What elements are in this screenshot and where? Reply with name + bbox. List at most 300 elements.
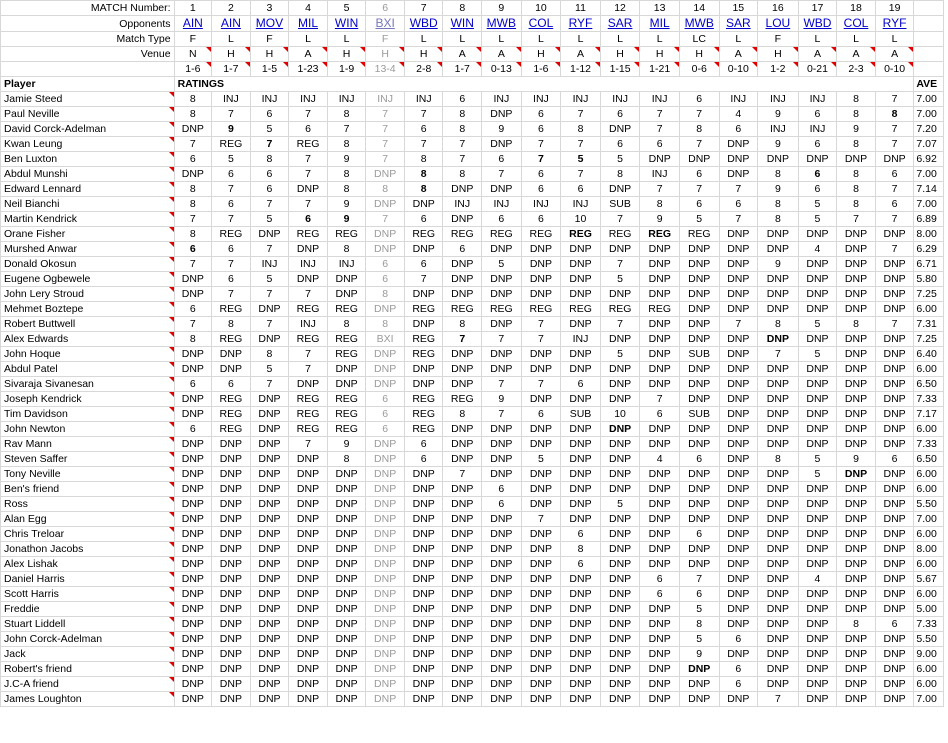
rating-cell: REG — [212, 407, 251, 422]
opponent-cell[interactable] — [174, 16, 212, 32]
player-name: Neil Bianchi — [1, 197, 175, 212]
average-cell: 9.00 — [914, 647, 944, 662]
rating-cell: DNP — [212, 362, 251, 377]
rating-cell: 6 — [640, 407, 680, 422]
rating-cell: DNP — [482, 272, 522, 287]
rating-cell: DNP — [482, 572, 522, 587]
player-name: Joseph Kendrick — [1, 392, 175, 407]
rating-cell: DNP — [679, 422, 719, 437]
rating-cell: 7 — [366, 122, 405, 137]
rating-cell: REG — [640, 227, 680, 242]
rating-cell: DNP — [719, 257, 758, 272]
rating-cell: DNP — [837, 512, 876, 527]
rating-cell: 7 — [212, 182, 251, 197]
rating-cell: DNP — [521, 572, 561, 587]
opponent-link[interactable]: RYF — [568, 16, 593, 30]
rating-cell: DNP — [758, 227, 799, 242]
rating-cell: 6 — [482, 482, 522, 497]
score-cell: 2-3 — [837, 62, 876, 77]
average-cell: 7.20 — [914, 122, 944, 137]
rating-cell: DNP — [482, 617, 522, 632]
rating-cell: 7 — [289, 437, 328, 452]
rating-cell: DNP — [521, 497, 561, 512]
venue-cell: H — [521, 47, 561, 62]
rating-cell: 6 — [561, 377, 601, 392]
rating-cell: 5 — [600, 272, 640, 287]
opponent-cell[interactable] — [366, 16, 405, 32]
opponent-cell[interactable] — [521, 16, 561, 32]
rating-cell: DNP — [250, 482, 289, 497]
rating-cell: 6 — [366, 392, 405, 407]
rating-cell: DNP — [875, 557, 914, 572]
rating-cell: 8 — [837, 92, 876, 107]
rating-cell: DNP — [758, 242, 799, 257]
opponent-link[interactable]: MOV — [255, 16, 284, 30]
rating-cell: DNP — [482, 692, 522, 707]
rating-cell: 7 — [404, 137, 443, 152]
table-row — [1, 392, 944, 407]
table-row — [1, 92, 944, 107]
opponent-cell[interactable] — [758, 16, 799, 32]
opponent-cell[interactable] — [679, 16, 719, 32]
rating-cell: DNP — [758, 302, 799, 317]
rating-cell: DNP — [404, 497, 443, 512]
rating-cell: DNP — [289, 377, 328, 392]
rating-cell: REG — [404, 407, 443, 422]
opponent-cell[interactable] — [482, 16, 522, 32]
rating-cell: DNP — [679, 662, 719, 677]
rating-cell: DNP — [366, 347, 405, 362]
score-cell: 2-8 — [404, 62, 443, 77]
rating-cell: 7 — [758, 692, 799, 707]
match-number-cell: 11 — [561, 1, 601, 16]
table-row — [1, 647, 944, 662]
rating-cell: DNP — [212, 452, 251, 467]
rating-cell: DNP — [366, 452, 405, 467]
player-name: Edward Lennard — [1, 182, 175, 197]
rating-cell: DNP — [758, 587, 799, 602]
rating-cell: 7 — [600, 257, 640, 272]
opponent-cell[interactable] — [719, 16, 758, 32]
rating-cell: 6 — [521, 167, 561, 182]
rating-cell: REG — [212, 392, 251, 407]
score-cell: 0-10 — [719, 62, 758, 77]
rating-cell: DNP — [521, 257, 561, 272]
rating-cell: 5 — [250, 122, 289, 137]
rating-cell: DNP — [640, 242, 680, 257]
table-row — [1, 122, 944, 137]
table-row — [1, 287, 944, 302]
rating-cell: 7 — [289, 152, 328, 167]
opponent-link[interactable]: WBD — [803, 16, 832, 30]
rating-cell: 6 — [482, 152, 522, 167]
rating-cell: 6 — [875, 617, 914, 632]
rating-cell: 7 — [679, 107, 719, 122]
rating-cell: DNP — [640, 662, 680, 677]
rating-cell: DNP — [679, 542, 719, 557]
rating-cell: REG — [327, 302, 366, 317]
rating-cell: 5 — [250, 272, 289, 287]
opponent-link[interactable]: MWB — [486, 16, 516, 30]
venue-cell: A — [875, 47, 914, 62]
rating-cell: BXI — [366, 332, 405, 347]
rating-cell: DNP — [174, 437, 212, 452]
venue-cell: H — [327, 47, 366, 62]
table-row — [1, 512, 944, 527]
rating-cell: 8 — [837, 182, 876, 197]
opponent-cell[interactable] — [250, 16, 289, 32]
rating-cell: DNP — [482, 182, 522, 197]
opponent-link[interactable]: COL — [843, 16, 869, 30]
rating-cell: REG — [212, 227, 251, 242]
rating-cell: INJ — [404, 92, 443, 107]
match-type-cell: F — [366, 32, 405, 47]
rating-cell: DNP — [719, 542, 758, 557]
rating-cell: DNP — [521, 467, 561, 482]
rating-cell: 5 — [561, 152, 601, 167]
rating-cell: DNP — [875, 647, 914, 662]
opponent-link[interactable]: SAR — [607, 16, 633, 30]
rating-cell: DNP — [327, 632, 366, 647]
average-cell: 5.50 — [914, 632, 944, 647]
rating-cell: 7 — [719, 317, 758, 332]
player-name: Jamie Steed — [1, 92, 175, 107]
rating-cell: DNP — [679, 497, 719, 512]
rating-cell: DNP — [837, 257, 876, 272]
rating-cell: 7 — [366, 212, 405, 227]
average-cell: 6.40 — [914, 347, 944, 362]
player-name: J.C-A friend — [1, 677, 175, 692]
rating-cell: 9 — [758, 137, 799, 152]
rating-cell: DNP — [443, 602, 482, 617]
average-cell: 7.33 — [914, 617, 944, 632]
rating-cell: DNP — [561, 422, 601, 437]
rating-cell: DNP — [719, 587, 758, 602]
table-row — [1, 212, 944, 227]
rating-cell: 6 — [875, 197, 914, 212]
match-type-cell: L — [600, 32, 640, 47]
rating-cell: DNP — [404, 377, 443, 392]
rating-cell: DNP — [719, 497, 758, 512]
rating-cell: DNP — [600, 512, 640, 527]
rating-cell: DNP — [719, 362, 758, 377]
opponent-cell[interactable] — [443, 16, 482, 32]
rating-cell: DNP — [600, 287, 640, 302]
rating-cell: DNP — [679, 512, 719, 527]
rating-cell: DNP — [482, 467, 522, 482]
opponent-link[interactable]: COL — [528, 16, 554, 30]
player-name: Daniel Harris — [1, 572, 175, 587]
rating-cell: DNP — [482, 542, 522, 557]
rating-cell: DNP — [600, 632, 640, 647]
venue-cell: A — [798, 47, 837, 62]
rating-cell: DNP — [561, 452, 601, 467]
opponent-link[interactable]: WBD — [409, 16, 438, 30]
player-name: Abdul Munshi — [1, 167, 175, 182]
rating-cell: 5 — [521, 452, 561, 467]
rating-cell: DNP — [327, 272, 366, 287]
rating-cell: DNP — [758, 602, 799, 617]
rating-cell: 6 — [875, 452, 914, 467]
rating-cell: 8 — [875, 107, 914, 122]
rating-cell: DNP — [174, 167, 212, 182]
rating-cell: DNP — [366, 677, 405, 692]
opponent-cell[interactable] — [875, 16, 914, 32]
rating-cell: DNP — [798, 272, 837, 287]
rating-cell: 5 — [679, 212, 719, 227]
average-cell: 7.00 — [914, 107, 944, 122]
rating-cell: DNP — [561, 572, 601, 587]
rating-cell: DNP — [561, 677, 601, 692]
rating-cell: DNP — [640, 332, 680, 347]
venue-row — [1, 47, 944, 62]
rating-cell: 7 — [875, 317, 914, 332]
match-number-cell: 13 — [640, 1, 680, 16]
opponent-cell[interactable] — [327, 16, 366, 32]
rating-cell: DNP — [561, 347, 601, 362]
average-cell: 6.50 — [914, 377, 944, 392]
rating-cell: 6 — [521, 212, 561, 227]
rating-cell: DNP — [174, 587, 212, 602]
rating-cell: DNP — [837, 437, 876, 452]
average-cell: 5.50 — [914, 497, 944, 512]
rating-cell: 6 — [289, 122, 328, 137]
rating-cell: DNP — [366, 602, 405, 617]
rating-cell: DNP — [174, 362, 212, 377]
rating-cell: REG — [327, 392, 366, 407]
opponent-cell[interactable] — [798, 16, 837, 32]
opponent-link[interactable]: MWB — [684, 16, 714, 30]
opponent-cell[interactable] — [600, 16, 640, 32]
rating-cell: DNP — [758, 437, 799, 452]
rating-cell: DNP — [289, 182, 328, 197]
match-type-cell: L — [798, 32, 837, 47]
rating-cell: DNP — [798, 377, 837, 392]
rating-cell: DNP — [482, 242, 522, 257]
rating-cell: 8 — [758, 197, 799, 212]
table-row — [1, 572, 944, 587]
match-number-cell: 6 — [366, 1, 405, 16]
rating-cell: DNP — [212, 347, 251, 362]
rating-cell: DNP — [366, 197, 405, 212]
opponent-link[interactable]: AIN — [220, 16, 241, 30]
rating-cell: 7 — [250, 287, 289, 302]
rating-cell: DNP — [212, 557, 251, 572]
rating-cell: DNP — [521, 662, 561, 677]
rating-cell: DNP — [404, 677, 443, 692]
rating-cell: DNP — [837, 392, 876, 407]
rating-cell: DNP — [561, 632, 601, 647]
rating-cell: DNP — [521, 692, 561, 707]
rating-cell: DNP — [719, 242, 758, 257]
rating-cell: REG — [404, 422, 443, 437]
match-number-cell: 9 — [482, 1, 522, 16]
opponent-cell[interactable] — [561, 16, 601, 32]
rating-cell: 8 — [327, 167, 366, 182]
table-row — [1, 377, 944, 392]
match-type-cell: L — [327, 32, 366, 47]
rating-cell: DNP — [798, 257, 837, 272]
rating-cell: DNP — [482, 557, 522, 572]
rating-cell: 7 — [212, 257, 251, 272]
rating-cell: DNP — [600, 542, 640, 557]
score-cell: 1-6 — [174, 62, 212, 77]
opponent-link[interactable]: BXI — [375, 16, 395, 30]
table-row — [1, 332, 944, 347]
rating-cell: DNP — [289, 467, 328, 482]
average-cell: 7.07 — [914, 137, 944, 152]
rating-cell: 8 — [561, 542, 601, 557]
rating-cell: DNP — [482, 587, 522, 602]
rating-cell: DNP — [561, 647, 601, 662]
opponent-link[interactable]: SAR — [725, 16, 751, 30]
rating-cell: DNP — [719, 272, 758, 287]
opponent-link[interactable]: MIL — [298, 16, 319, 30]
rating-cell: 7 — [366, 152, 405, 167]
player-name: Tim Davidson — [1, 407, 175, 422]
player-name: James Loughton — [1, 692, 175, 707]
rating-cell: DNP — [837, 497, 876, 512]
rating-cell: DNP — [837, 377, 876, 392]
rating-cell: 6 — [174, 422, 212, 437]
rating-cell: 7 — [521, 137, 561, 152]
rating-cell: DNP — [327, 542, 366, 557]
rating-cell: DNP — [521, 542, 561, 557]
opponent-cell[interactable] — [289, 16, 328, 32]
rating-cell: INJ — [561, 332, 601, 347]
player-name: Abdul Patel — [1, 362, 175, 377]
rating-cell: INJ — [521, 197, 561, 212]
rating-cell: DNP — [443, 557, 482, 572]
rating-cell: 7 — [875, 122, 914, 137]
match-type-cell: F — [758, 32, 799, 47]
venue-cell: H — [250, 47, 289, 62]
rating-cell: INJ — [600, 92, 640, 107]
rating-cell: DNP — [561, 362, 601, 377]
rating-cell: 5 — [679, 632, 719, 647]
rating-cell: 8 — [679, 617, 719, 632]
rating-cell: DNP — [327, 662, 366, 677]
rating-cell: DNP — [798, 587, 837, 602]
rating-cell: DNP — [289, 527, 328, 542]
player-name: Tony Neville — [1, 467, 175, 482]
rating-cell: 7 — [640, 107, 680, 122]
rating-cell: DNP — [443, 212, 482, 227]
opponent-link[interactable]: MIL — [649, 16, 670, 30]
rating-cell: DNP — [875, 362, 914, 377]
rating-cell: 7 — [366, 137, 405, 152]
rating-cell: DNP — [561, 287, 601, 302]
rating-cell: DNP — [875, 542, 914, 557]
rating-cell: 6 — [798, 107, 837, 122]
rating-cell: DNP — [798, 662, 837, 677]
rating-cell: REG — [404, 332, 443, 347]
venue-cell: H — [679, 47, 719, 62]
opponent-cell[interactable] — [212, 16, 251, 32]
rating-cell: DNP — [640, 527, 680, 542]
rating-cell: DNP — [250, 407, 289, 422]
venue-cell: A — [482, 47, 522, 62]
rating-cell: DNP — [289, 677, 328, 692]
opponent-link[interactable]: AIN — [182, 16, 203, 30]
opponent-link[interactable]: WIN — [450, 16, 474, 30]
opponent-cell[interactable] — [837, 16, 876, 32]
rating-cell: DNP — [640, 557, 680, 572]
rating-cell: DNP — [798, 302, 837, 317]
opponent-link[interactable]: WIN — [334, 16, 359, 30]
rating-cell: DNP — [561, 317, 601, 332]
rating-cell: DNP — [482, 422, 522, 437]
rating-cell: 6 — [719, 122, 758, 137]
rating-cell: 8 — [443, 407, 482, 422]
rating-cell: DNP — [212, 602, 251, 617]
rating-cell: 6 — [482, 497, 522, 512]
rating-cell: 8 — [327, 182, 366, 197]
match-number-cell: 2 — [212, 1, 251, 16]
rating-cell: DNP — [174, 692, 212, 707]
rating-cell: DNP — [640, 497, 680, 512]
rating-cell: REG — [600, 227, 640, 242]
rating-cell: DNP — [327, 572, 366, 587]
venue-cell: A — [443, 47, 482, 62]
rating-cell: DNP — [174, 632, 212, 647]
venue-cell: N — [174, 47, 212, 62]
rating-cell: DNP — [212, 497, 251, 512]
rating-cell: 6 — [679, 587, 719, 602]
rating-cell: DNP — [174, 557, 212, 572]
ratings-header: RATINGS — [174, 77, 914, 92]
rating-cell: 6 — [679, 527, 719, 542]
rating-cell: DNP — [443, 497, 482, 512]
rating-cell: DNP — [719, 452, 758, 467]
rating-cell: REG — [679, 227, 719, 242]
rating-cell: DNP — [719, 437, 758, 452]
rating-cell: DNP — [758, 527, 799, 542]
rating-cell: DNP — [679, 242, 719, 257]
average-cell: 6.00 — [914, 422, 944, 437]
average-cell: 5.80 — [914, 272, 944, 287]
rating-cell: DNP — [719, 287, 758, 302]
rating-cell: 7 — [404, 272, 443, 287]
opponent-label: Opponents — [1, 16, 175, 32]
rating-cell: DNP — [366, 632, 405, 647]
rating-cell: 7 — [250, 242, 289, 257]
rating-cell: 7 — [289, 362, 328, 377]
table-row — [1, 317, 944, 332]
rating-cell: DNP — [289, 242, 328, 257]
table-row — [1, 527, 944, 542]
rating-cell: DNP — [404, 197, 443, 212]
rating-cell: DNP — [482, 137, 522, 152]
opponent-cell[interactable] — [640, 16, 680, 32]
opponent-cell[interactable] — [404, 16, 443, 32]
opponent-link[interactable]: RYF — [882, 16, 907, 30]
rating-cell: 7 — [443, 467, 482, 482]
rating-cell: DNP — [758, 377, 799, 392]
rating-cell: DNP — [600, 647, 640, 662]
table-row — [1, 362, 944, 377]
table-row — [1, 167, 944, 182]
match-number-cell: 10 — [521, 1, 561, 16]
rating-cell: DNP — [719, 482, 758, 497]
rating-cell: REG — [289, 392, 328, 407]
rating-cell: DNP — [404, 662, 443, 677]
rating-cell: 6 — [174, 302, 212, 317]
rating-cell: 6 — [561, 182, 601, 197]
rating-cell: DNP — [640, 257, 680, 272]
opponent-link[interactable]: LOU — [765, 16, 791, 30]
rating-cell: DNP — [561, 467, 601, 482]
